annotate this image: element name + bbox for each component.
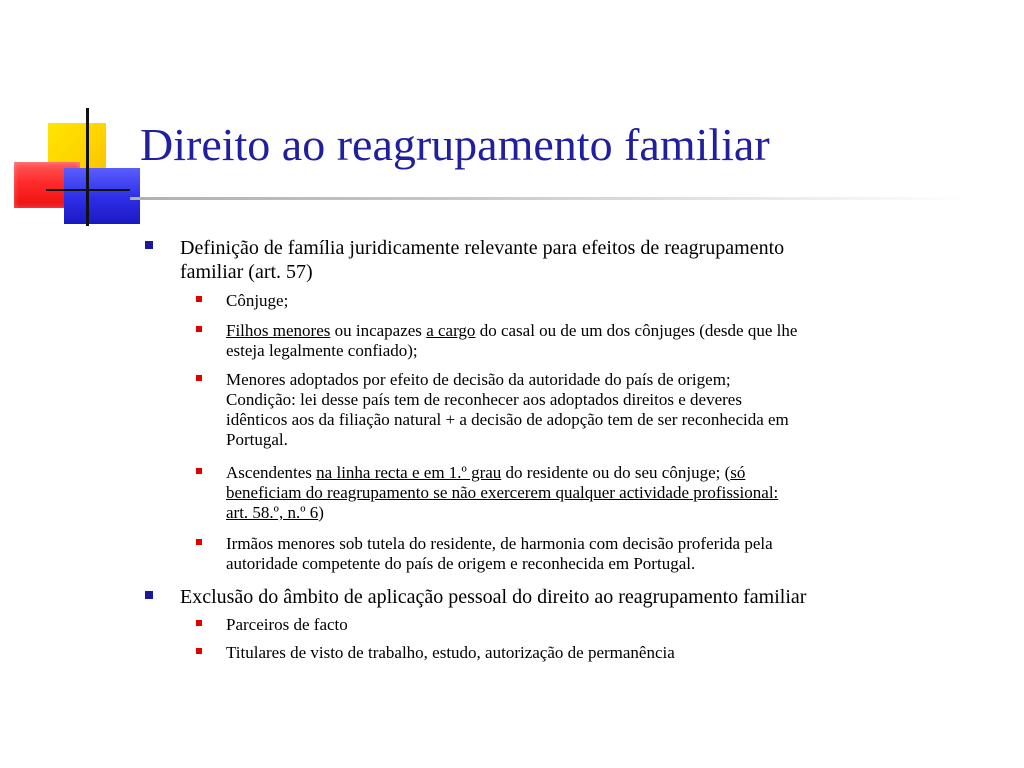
text-line: esteja legalmente confiado);: [226, 341, 418, 360]
text-line: Parceiros de facto: [226, 615, 348, 634]
text-line: familiar (art. 57): [180, 261, 313, 283]
title-divider: [130, 197, 970, 200]
text-line: Definição de família juridicamente relevante para efeitos de reagrupamento: [180, 237, 785, 259]
text-line: beneficiam do reagrupamento se não exercerem qualquer actividade profissional:: [226, 483, 779, 502]
text-line: Irmãos menores sob tutela do residente, de harmonia com decisão proferida pela: [226, 534, 773, 553]
sub-bullet-square-icon: [196, 539, 202, 545]
text-line: Cônjuge;: [226, 291, 289, 310]
slide-title: Direito ao reagrupamento familiar: [140, 119, 770, 170]
text-line: Condição: lei desse país tem de reconhecer aos adoptados direitos e deveres: [226, 390, 742, 409]
sub-bullet-text: [226, 643, 675, 663]
sub-bullet-square-icon: [196, 375, 202, 381]
sub-bullet-square-icon: [196, 326, 202, 332]
sub-bullet-text: [226, 615, 348, 635]
sub-bullet-square-icon: [196, 648, 202, 654]
bullet-square-icon: [145, 241, 153, 249]
sub-bullet-text: [226, 370, 789, 450]
text-line: idênticos aos da filiação natural + a decisão de adopção tem de ser reconhecida em: [226, 410, 789, 429]
text-line: Portugal.: [226, 430, 288, 449]
sub-bullet-text: [226, 321, 797, 361]
decorative-logo: [0, 0, 160, 240]
bullet-square-icon: [145, 591, 153, 599]
text-line: Ascendentes na linha recta e em 1.º grau do residente ou do seu cônjuge; (só: [226, 463, 746, 482]
bullet-text: [180, 236, 784, 284]
text-line: Titulares de visto de trabalho, estudo, autorização de permanência: [226, 643, 675, 662]
text-line: Filhos menores ou incapazes a cargo do casal ou de um dos cônjuges (desde que lhe: [226, 321, 798, 340]
bullet-text: [180, 585, 806, 609]
text-line: Exclusão do âmbito de aplicação pessoal do direito ao reagrupamento familiar: [180, 586, 807, 608]
sub-bullet-square-icon: [196, 296, 202, 302]
text-line: Menores adoptados por efeito de decisão da autoridade do país de origem;: [226, 370, 731, 389]
blue-square-shape: [64, 168, 140, 224]
vertical-line-shape: [86, 108, 89, 226]
sub-bullet-square-icon: [196, 620, 202, 626]
sub-bullet-text: [226, 463, 778, 523]
sub-bullet-text: [226, 291, 288, 311]
sub-bullet-square-icon: [196, 468, 202, 474]
horizontal-line-shape: [46, 189, 130, 191]
text-line: autoridade competente do país de origem e reconhecida em Portugal.: [226, 554, 696, 573]
sub-bullet-text: [226, 534, 773, 574]
text-line: art. 58.º, n.º 6): [226, 503, 324, 522]
